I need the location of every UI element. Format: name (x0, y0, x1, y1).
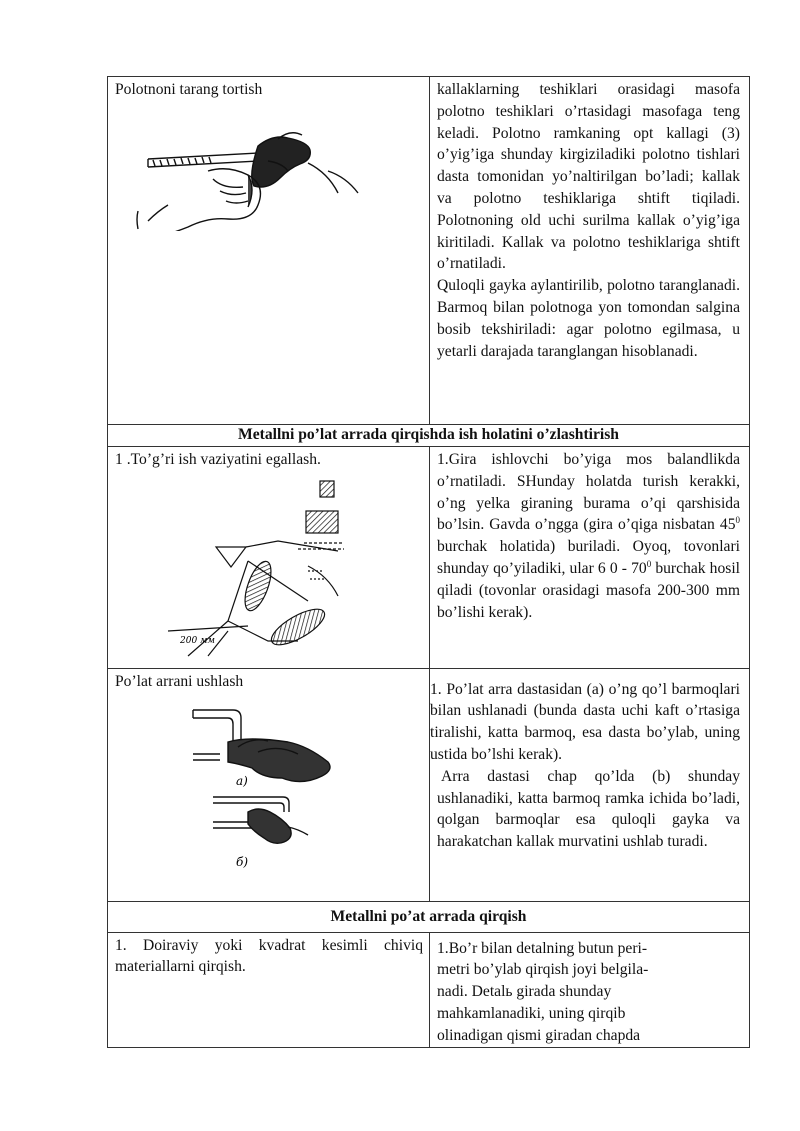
instruction-table (107, 76, 750, 1048)
table-row (108, 668, 750, 901)
paragraph: 1. Po’lat arra dastasidan (a) o’ng qo’l barmoqlari bilan ushlanadi (bunda dasta uchi kaft o’rtasiga tiralishi, katta barmoq, esa dasta bo’ylab, uning ustida bo’lshi kerak). (430, 680, 740, 763)
figure-work-position (108, 471, 429, 668)
superscript: 0 (646, 558, 652, 569)
distance-label: 200 мм (180, 635, 215, 646)
superscript: 0 (735, 515, 740, 526)
step-title: 1 .To’g’ri ish vaziyatini egallash. (115, 451, 321, 468)
text-line: olinadigan qismi giradan chapda (437, 1026, 641, 1044)
table-row (108, 77, 750, 425)
step-cell (108, 932, 430, 1047)
text-line: metri bo’ylab qirqish joyi belgila- (437, 961, 649, 979)
step-title: 1. Doiraviy yoki kvadrat kesimli chiviq materiallarni qirqish. (115, 936, 423, 976)
text-segment: 1.Gira ishlovchi bo’yiga mos balandlikda o’rnatiladi. SHunday holatda turish kerakki, o’ng yelka giraning burama o’qi qarshisida bo’lsin. Gavda o’ngga (gira o’qiga nisbatan 45 (437, 451, 740, 534)
paragraph (437, 449, 740, 623)
figure-label-b: б) (236, 855, 249, 870)
paragraph: kallaklarning teshiklari orasidagi masofa polotno teshiklari o’rtasidagi masofaga teng keladi. Polotno ramkaning opt kallagi (3) o’yig’iga shunday kirgiziladiki polotno tishlari dasta tomonidan yo’naltirilgan bo’ladi; kallak va polotno teshiklariga shtift tiqiladi. Polotnoning old uchi surilma kallak o’yig’iga kiritiladi. Kallak va polotno teshiklariga shtift o’rnatiladi. (437, 81, 740, 273)
text-segment: burchak hosil qiladi (tovonlar orasidagi masofa 200-300 mm bo’lishi kerak). (437, 559, 740, 621)
text-line: nadi. Detalь girada shunday (437, 983, 612, 1001)
text-segment: burchak holatida) buriladi. Oyoq, tovonlari shunday qo’yiladiki, ular 6 0 - 70 (437, 538, 740, 577)
description-cell (430, 668, 750, 901)
table-row (108, 447, 750, 669)
table-row (108, 932, 750, 1047)
saw-grip-illustration (108, 692, 428, 892)
step-cell (108, 668, 430, 901)
text-line: 1.Bo’r bilan detalning butun peri- (437, 939, 648, 957)
figure-tensioning-blade (108, 101, 429, 238)
text-line: mahkamlanadiki, uning qirqib (437, 1004, 626, 1022)
description-cell (430, 447, 750, 669)
paragraph: Arra dastasi chap qo’lda (b) shunday ushlanadiki, katta barmoq ramka ichida bo’ladi, qolgan barmoqlar esa quloqli gayka va harakatchan kallak murvatini ushlab turadi. (437, 767, 740, 851)
step-title: Polotnoni tarang tortish (115, 81, 263, 98)
section-heading: Metallni po’lat arrada qirqishda ish holatini o’zlashtirish (108, 425, 750, 447)
step-title: Po’lat arrani ushlash (115, 672, 244, 690)
description-cell (430, 932, 750, 1047)
section-heading: Metallni po’at arrada qirqish (108, 901, 750, 932)
figure-label-a: а) (236, 774, 248, 789)
section-heading-row (108, 901, 750, 932)
document-page (107, 76, 750, 1048)
section-heading-row (108, 425, 750, 447)
description-cell (430, 77, 750, 425)
figure-holding-saw (108, 692, 429, 899)
hands-tensioning-illustration (108, 101, 428, 231)
step-cell (108, 447, 430, 669)
paragraph: Quloqli gayka aylantirilib, polotno taranglanadi. Barmoq bilan polotnoga yon tomondan salgina bosib tekshiriladi: agar polotno egilmasa, u yetarli darajada taranglangan hisoblanadi. (437, 277, 740, 360)
step-cell (108, 77, 430, 425)
stance-diagram-illustration (108, 471, 428, 661)
